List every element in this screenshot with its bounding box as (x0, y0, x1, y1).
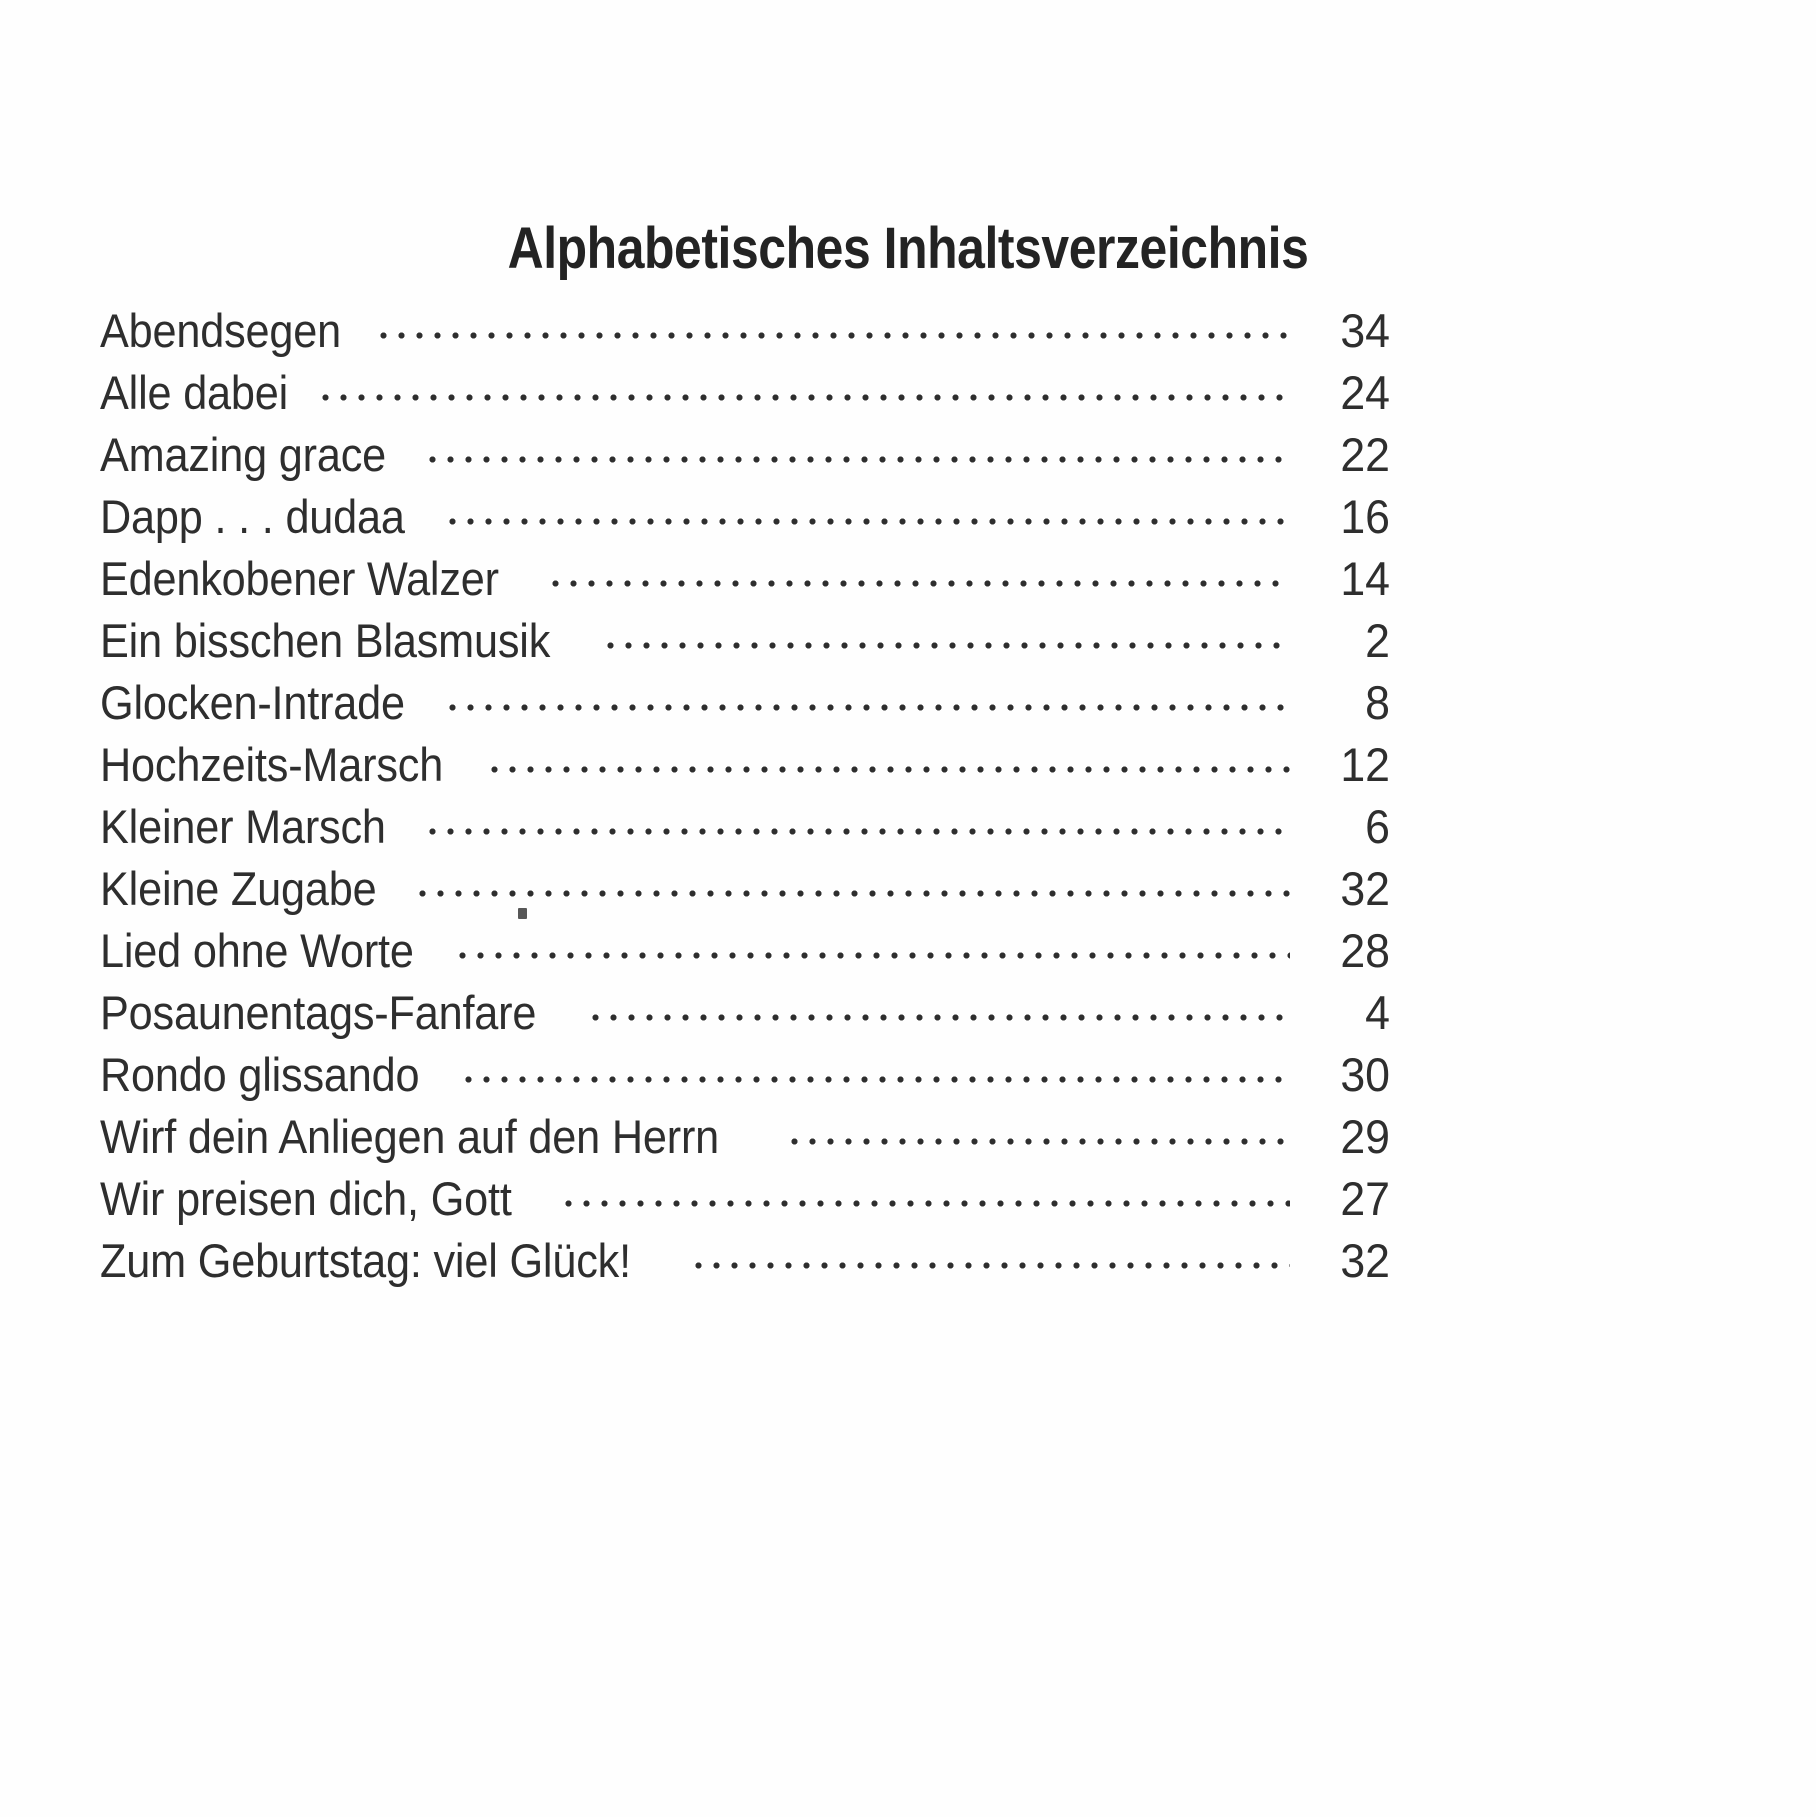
toc-dot-leader (380, 300, 1290, 347)
toc-dot-leader (607, 610, 1290, 657)
toc-dot-leader (322, 362, 1290, 409)
toc-entry-title: Wir preisen dich, Gott (100, 1172, 512, 1225)
toc-entry-page-number: 4 (1365, 986, 1390, 1039)
toc-entry-page-number: 28 (1340, 924, 1390, 977)
toc-entry-title: Glocken-Intrade (100, 676, 405, 729)
toc-entry-title: Wirf dein Anliegen auf den Herrn (100, 1110, 720, 1163)
toc-entry-page-number: 24 (1340, 366, 1390, 419)
toc-entry[interactable] (100, 1230, 1390, 1292)
toc-dot-leader (592, 982, 1290, 1029)
toc-entry-page-number: 30 (1340, 1048, 1390, 1101)
toc-entry-page-number: 29 (1340, 1110, 1390, 1163)
toc-entry-page-number: 2 (1365, 614, 1390, 667)
toc-entry-title: Posaunentags-Fanfare (100, 986, 537, 1039)
toc-entry-page-number: 34 (1340, 304, 1390, 357)
toc-dot-leader (465, 1044, 1290, 1091)
toc-entry[interactable] (100, 858, 1390, 920)
toc-entry[interactable] (100, 1106, 1390, 1168)
toc-dot-leader (695, 1230, 1290, 1277)
toc-entry[interactable] (100, 1044, 1390, 1106)
toc-dot-leader (552, 548, 1290, 595)
toc-entry-page-number: 12 (1340, 738, 1390, 791)
toc-entry-page-number: 32 (1340, 1234, 1390, 1287)
toc-entry-page-number: 16 (1340, 490, 1390, 543)
toc-dot-leader (459, 920, 1290, 967)
toc-entry[interactable] (100, 982, 1390, 1044)
toc-entry-title: Rondo glissando (100, 1048, 420, 1101)
toc-entry[interactable] (100, 300, 1390, 362)
toc-entry-page-number: 8 (1365, 676, 1390, 729)
toc-entry-title: Lied ohne Worte (100, 924, 414, 977)
toc-entry-title: Dapp . . . dudaa (100, 490, 405, 543)
toc-entry[interactable] (100, 486, 1390, 548)
scan-speck-artifact (518, 908, 527, 919)
toc-entry-title: Abendsegen (100, 304, 342, 357)
toc-entry-title: Zum Geburtstag: viel Glück! (100, 1234, 631, 1287)
page-title: Alphabetisches Inhaltsverzeichnis (507, 215, 1309, 281)
toc-entry-page-number: 6 (1365, 800, 1390, 853)
toc-dot-leader (419, 858, 1290, 905)
toc-entry-title: Alle dabei (100, 366, 289, 419)
toc-entry[interactable] (100, 920, 1390, 982)
toc-entry[interactable] (100, 424, 1390, 486)
toc-entry-page-number: 27 (1340, 1172, 1390, 1225)
toc-entry[interactable] (100, 734, 1390, 796)
toc-entry-page-number: 14 (1340, 552, 1390, 605)
toc-dot-leader (791, 1106, 1290, 1153)
toc-entry[interactable] (100, 610, 1390, 672)
toc-entry-title: Edenkobener Walzer (100, 552, 499, 605)
toc-entry[interactable] (100, 1168, 1390, 1230)
toc-dot-leader (429, 424, 1290, 471)
toc-entry-title: Kleine Zugabe (100, 862, 377, 915)
toc-dot-leader (429, 796, 1290, 843)
toc-dot-leader (491, 734, 1290, 781)
toc-entry-page-number: 22 (1340, 428, 1390, 481)
toc-entry-title: Kleiner Marsch (100, 800, 386, 853)
table-of-contents-list (100, 300, 1390, 1292)
toc-dot-leader (449, 486, 1290, 533)
toc-entry-title: Amazing grace (100, 428, 387, 481)
toc-entry-title: Ein bisschen Blasmusik (100, 614, 551, 667)
toc-entry-title: Hochzeits-Marsch (100, 738, 444, 791)
toc-dot-leader (565, 1168, 1290, 1215)
toc-entry[interactable] (100, 548, 1390, 610)
toc-entry[interactable] (100, 672, 1390, 734)
toc-entry[interactable] (100, 796, 1390, 858)
toc-entry-page-number: 32 (1340, 862, 1390, 915)
toc-entry[interactable] (100, 362, 1390, 424)
toc-dot-leader (449, 672, 1290, 719)
